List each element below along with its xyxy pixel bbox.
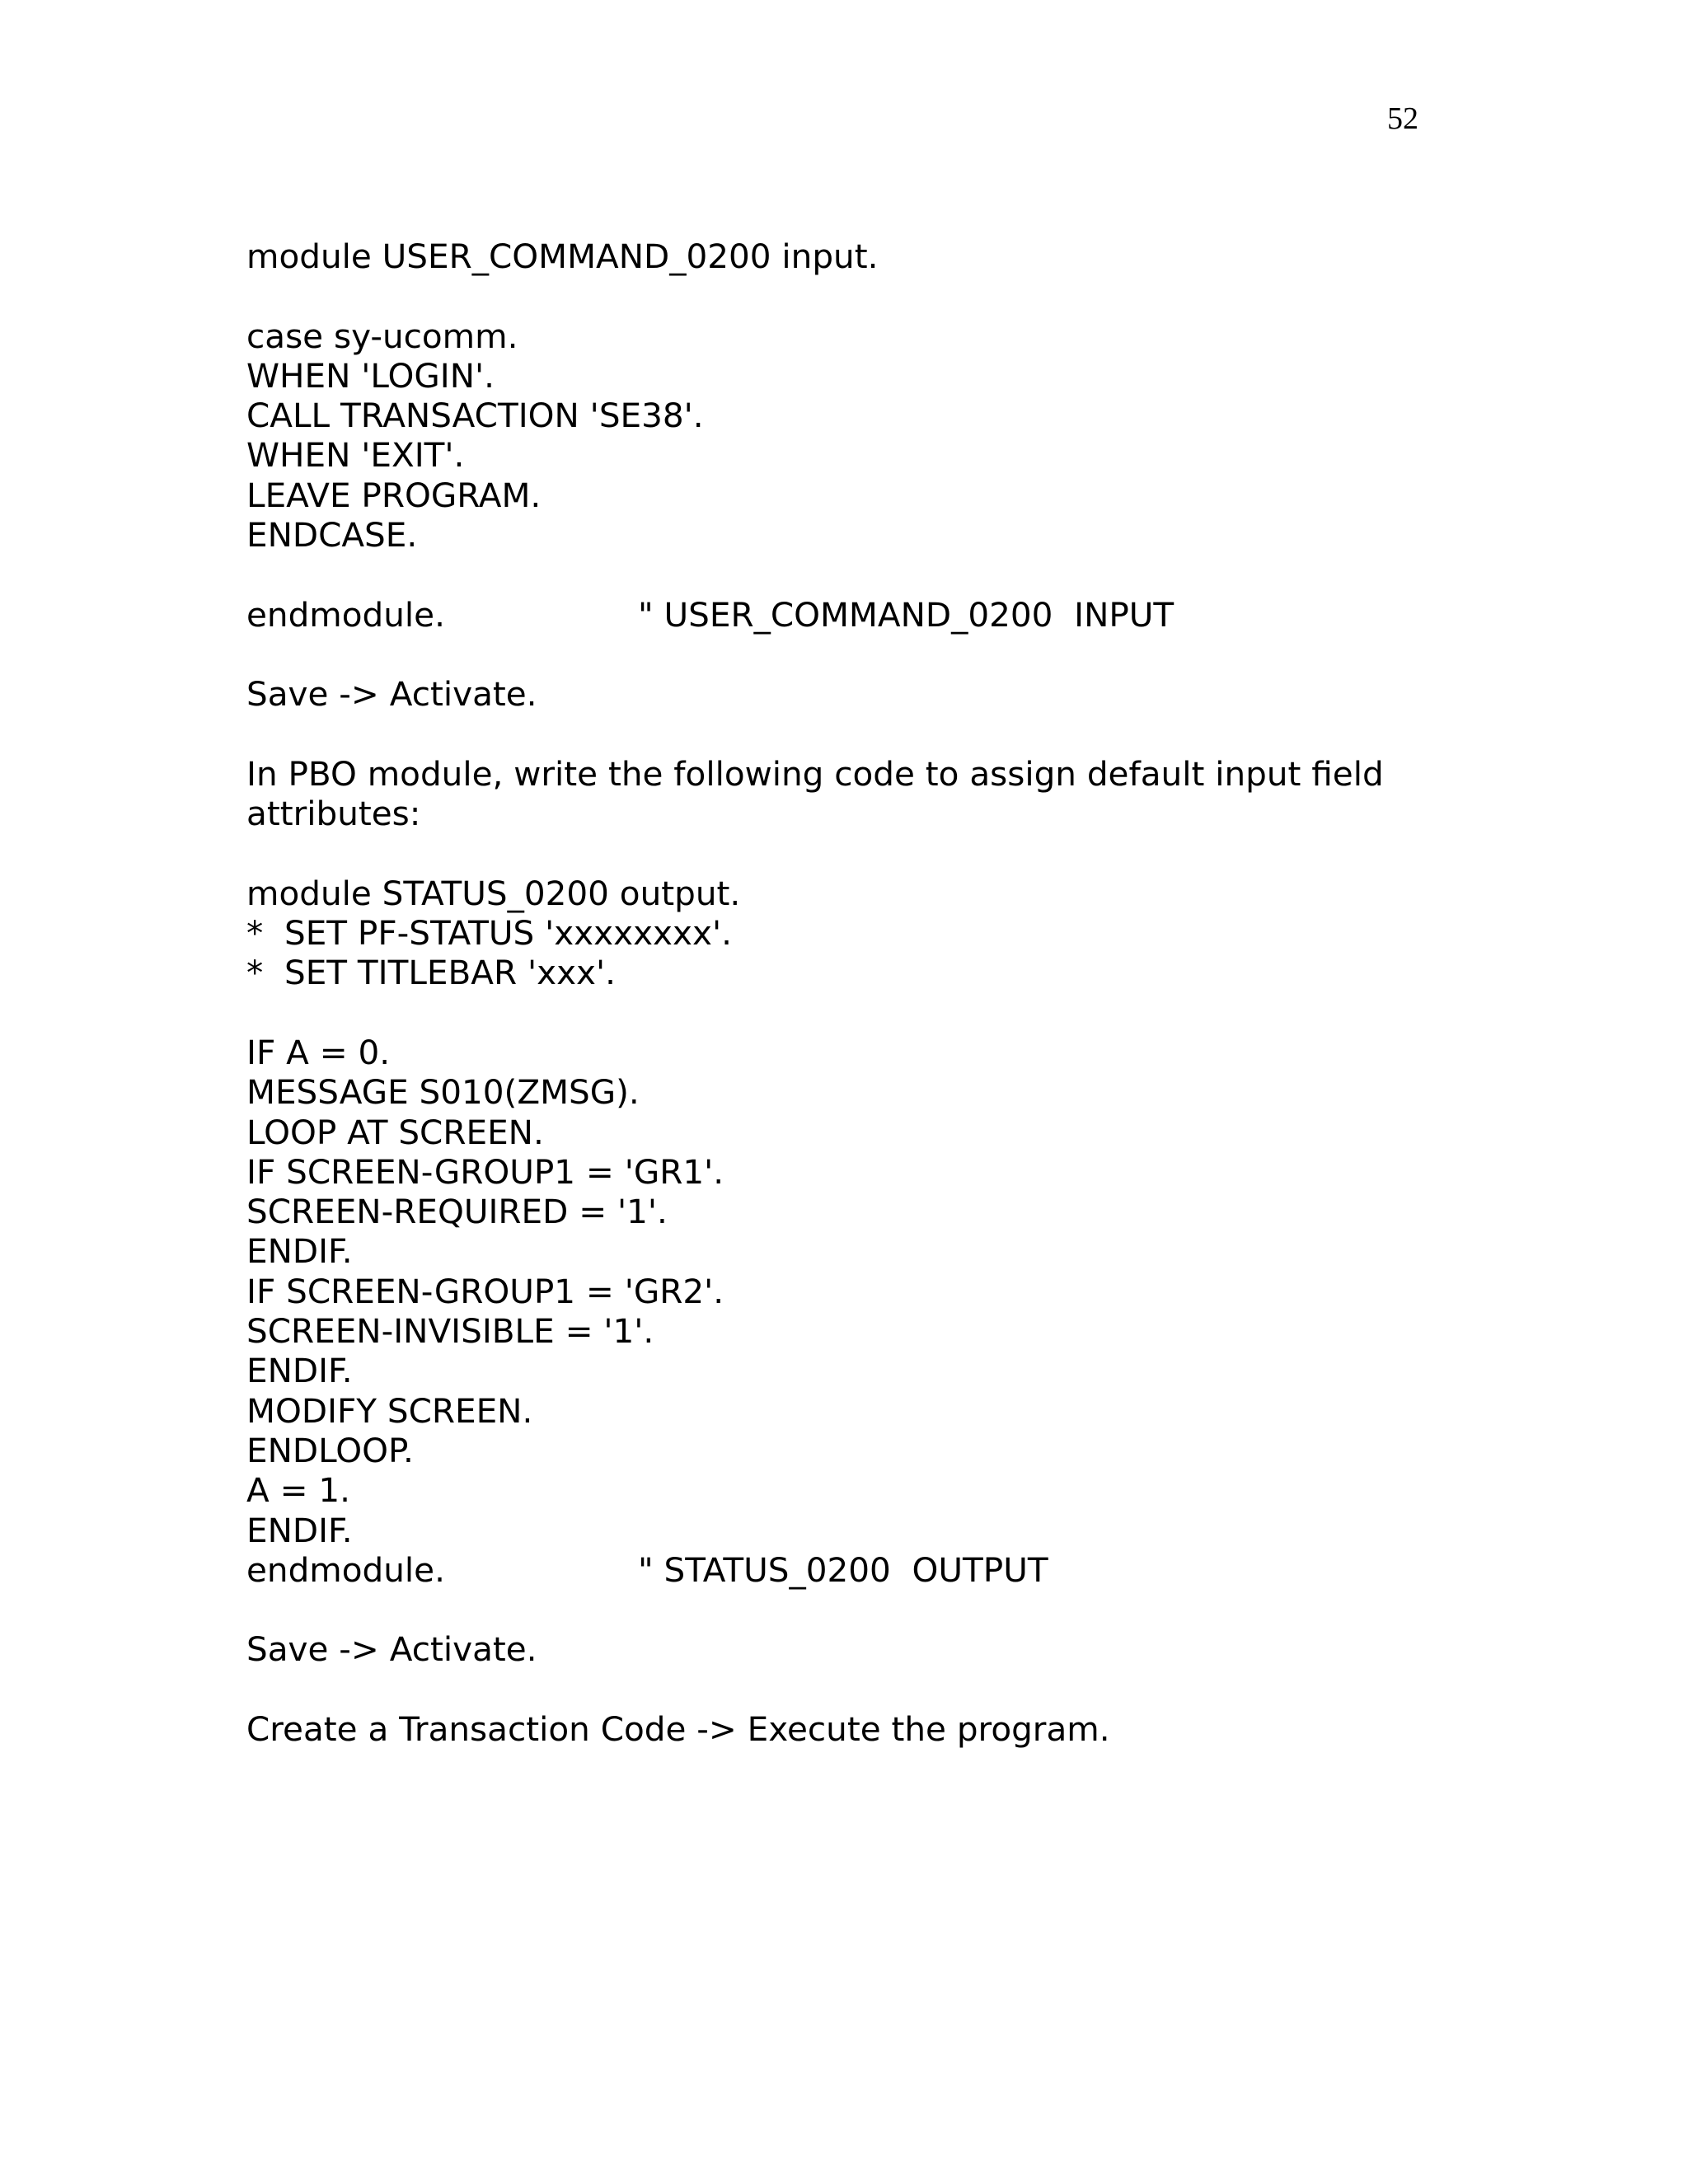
code-line: ENDIF. xyxy=(246,1510,353,1550)
endmodule-keyword: endmodule. xyxy=(246,1549,445,1590)
code-line: ENDLOOP. xyxy=(246,1430,414,1470)
spacer xyxy=(246,555,1532,594)
final-instruction: Create a Transaction Code -> Execute the program. xyxy=(246,1708,1110,1749)
code-line: case sy-ucomm. xyxy=(246,316,518,356)
code-line: SCREEN-REQUIRED = '1'. xyxy=(246,1192,668,1232)
save-activate-text: Save -> Activate. xyxy=(246,1629,537,1670)
code-line: ENDIF. xyxy=(246,1231,353,1272)
endmodule-line xyxy=(246,1550,1532,1590)
spacer xyxy=(246,276,1532,316)
page-number: 52 xyxy=(1387,101,1418,136)
document-body xyxy=(246,237,1532,1749)
code-line: module STATUS_0200 output. xyxy=(246,873,741,913)
code-line: SCREEN-INVISIBLE = '1'. xyxy=(246,1311,654,1352)
code-line: IF SCREEN-GROUP1 = 'GR2'. xyxy=(246,1271,724,1311)
spacer xyxy=(246,715,1532,754)
endmodule-keyword: endmodule. xyxy=(246,594,445,635)
endmodule-line xyxy=(246,595,1532,635)
spacer xyxy=(246,1590,1532,1629)
code-line: * SET TITLEBAR 'xxx'. xyxy=(246,953,617,993)
code-line: IF A = 0. xyxy=(246,1032,391,1072)
code-line: ENDCASE. xyxy=(246,515,418,555)
endmodule-comment: " STATUS_0200 OUTPUT xyxy=(638,1549,1048,1590)
code-line: WHEN 'LOGIN'. xyxy=(246,355,495,396)
code-line: MESSAGE S010(ZMSG). xyxy=(246,1072,640,1113)
spacer xyxy=(246,993,1532,1033)
spacer xyxy=(246,833,1532,873)
spacer xyxy=(246,635,1532,674)
code-line: WHEN 'EXIT'. xyxy=(246,435,465,476)
code-line: LEAVE PROGRAM. xyxy=(246,475,542,515)
code-line: LOOP AT SCREEN. xyxy=(246,1112,544,1152)
instruction-paragraph: In PBO module, write the following code to assign default input field attributes: xyxy=(246,753,1384,834)
code-line: CALL TRANSACTION 'SE38'. xyxy=(246,396,704,436)
code-line: IF SCREEN-GROUP1 = 'GR1'. xyxy=(246,1151,724,1192)
code-line: ENDIF. xyxy=(246,1351,353,1391)
spacer xyxy=(246,1670,1532,1709)
module-declaration: module USER_COMMAND_0200 input. xyxy=(246,237,879,276)
code-line: * SET PF-STATUS 'xxxxxxxx'. xyxy=(246,913,732,954)
save-activate-text: Save -> Activate. xyxy=(246,674,537,715)
endmodule-comment: " USER_COMMAND_0200 INPUT xyxy=(638,594,1175,635)
code-line: MODIFY SCREEN. xyxy=(246,1390,533,1431)
code-line: A = 1. xyxy=(246,1470,351,1511)
